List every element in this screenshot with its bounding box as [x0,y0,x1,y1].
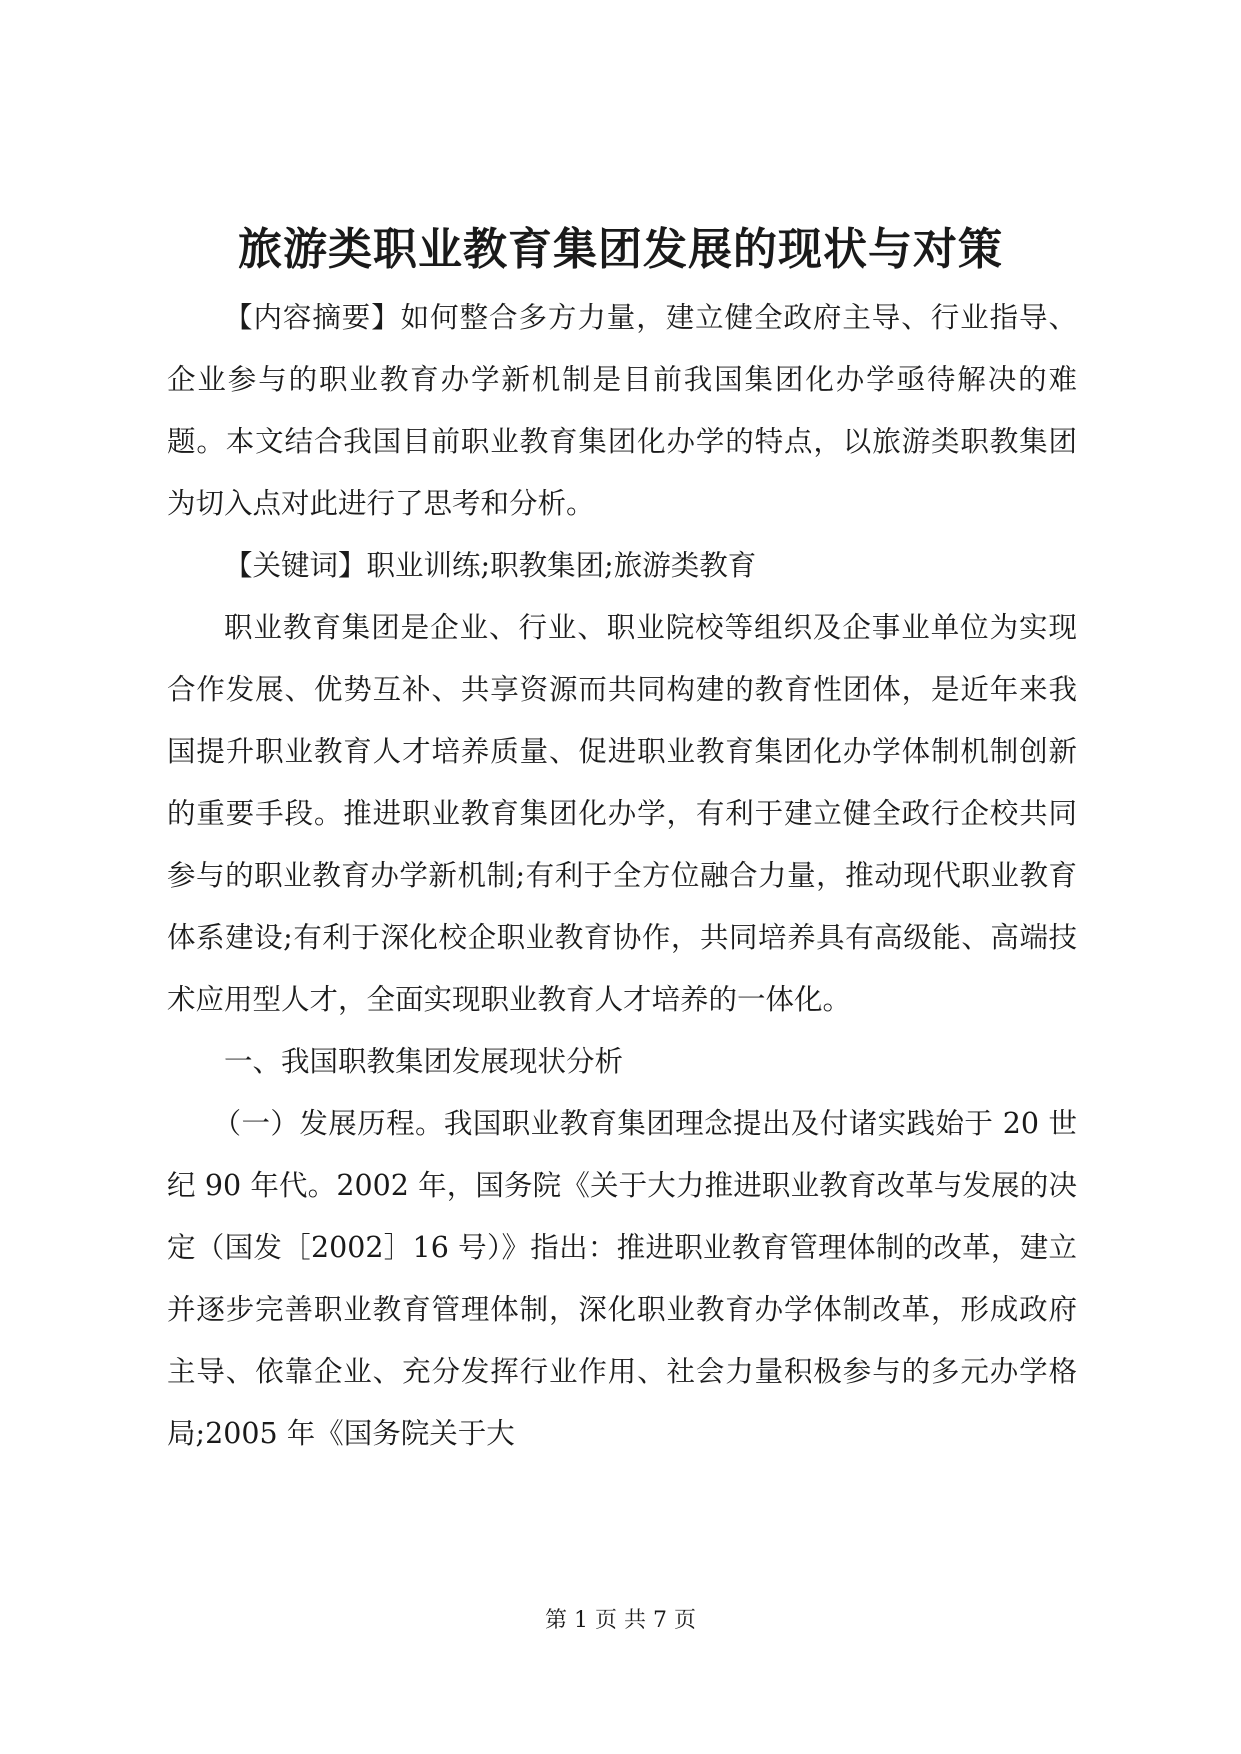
abstract-paragraph: 【内容摘要】如何整合多方力量，建立健全政府主导、行业指导、企业参与的职业教育办学新机制是目前我国集团化办学亟待解决的难题。本文结合我国目前职业教育集团化办学的特点，以旅游类职教集团为切入点对此进行了思考和分析。 [167,301,1077,520]
section-heading: 一、我国职教集团发展现状分析 [224,1045,624,1078]
keywords-paragraph: 【关键词】职业训练;职教集团;旅游类教育 [224,549,757,582]
subsection-paragraph: （一）发展历程。我国职业教育集团理念提出及付诸实践始于 20 世纪 90 年代。2002 年，国务院《关于大力推进职业教育改革与发展的决定（国发［2002］16 号）》指出：推进职业教育管理体制的改革，建立并逐步完善职业教育管理体制，深化职业教育办学体制改革，形成政府主导、依靠企业、充分发挥行业作用、社会力量积极参与的多元办学格局;2005 年《国务院关于大 [167,1107,1077,1450]
page-footer: 第 1 页 共 7 页 [545,1608,696,1633]
document-title: 旅游类职业教育集团发展的现状与对策 [238,224,1003,275]
intro-paragraph: 职业教育集团是企业、行业、职业院校等组织及企事业单位为实现合作发展、优势互补、共享资源而共同构建的教育性团体，是近年来我国提升职业教育人才培养质量、促进职业教育集团化办学体制机制创新的重要手段。推进职业教育集团化办学，有利于建立健全政行企校共同参与的职业教育办学新机制;有利于全方位融合力量，推动现代职业教育体系建设;有利于深化校企职业教育协作，共同培养具有高级能、高端技术应用型人才，全面实现职业教育人才培养的一体化。 [167,611,1077,1016]
document-body [167,287,1077,1465]
